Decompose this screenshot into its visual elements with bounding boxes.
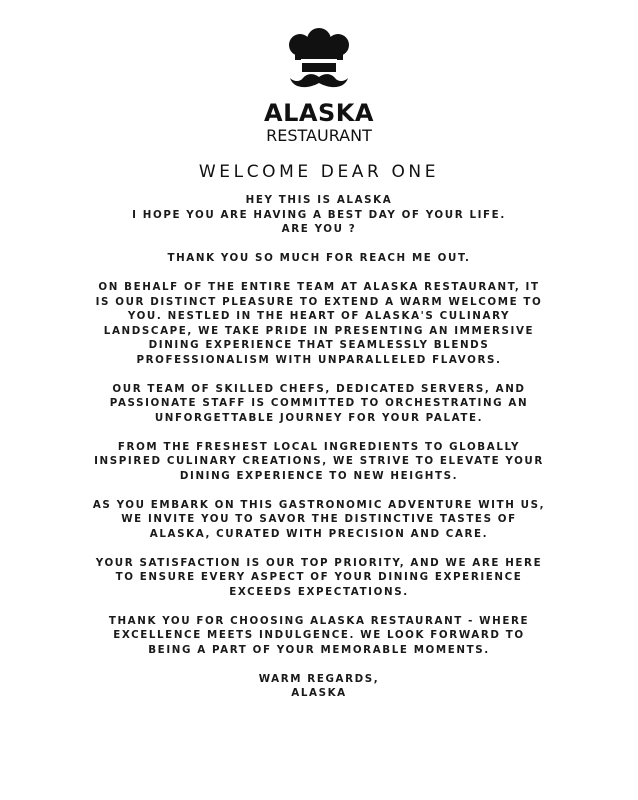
brand-name: ALASKA	[264, 99, 374, 127]
paragraph: ON BEHALF OF THE ENTIRE TEAM AT ALASKA RESTAURANT, IT IS OUR DISTINCT PLEASURE TO EXTEND A WARM WELCOME TO YOU. NESTLED IN THE HEART OF ALASKA'S CULINARY LANDSCAPE, WE TAKE PRIDE IN PRESENTING AN IMMERSIVE DINING EXPERIENCE THAT SEAMLESSLY BLENDS PROFESSIONALISM WITH UNPARALLELED FLAVORS.	[95, 281, 543, 366]
paragraph: AS YOU EMBARK ON THIS GASTRONOMIC ADVENTURE WITH US, WE INVITE YOU TO SAVOR THE DISTINCTIVE TASTES OF ALASKA, CURATED WITH PRECISION AND CARE.	[92, 498, 546, 540]
chef-hat-mustache-icon	[287, 28, 351, 94]
signoff: WARM REGARDS,	[258, 672, 380, 685]
intro-block	[90, 193, 548, 237]
paragraph: FROM THE FRESHEST LOCAL INGREDIENTS TO GLOBALLY INSPIRED CULINARY CREATIONS, WE STRIVE TO ELEVATE YOUR DINING EXPERIENCE TO NEW HEIGHTS.	[94, 440, 544, 482]
letter-title: WELCOME DEAR ONE	[198, 162, 440, 182]
paragraph: YOUR SATISFACTION IS OUR TOP PRIORITY, AND WE ARE HERE TO ENSURE EVERY ASPECT OF YOUR DINING EXPERIENCE EXCEEDS EXPECTATIONS.	[95, 556, 543, 598]
paragraph: OUR TEAM OF SKILLED CHEFS, DEDICATED SERVERS, AND PASSIONATE STAFF IS COMMITTED TO ORCHESTRATING AN UNFORGETTABLE JOURNEY FOR YOUR PALATE.	[109, 382, 529, 424]
intro-line: HEY THIS IS ALASKA	[245, 194, 393, 206]
paragraph: THANK YOU SO MUCH FOR REACH ME OUT.	[167, 252, 471, 264]
intro-line: I HOPE YOU ARE HAVING A BEST DAY OF YOUR LIFE.	[132, 208, 506, 221]
signature: ALASKA	[291, 687, 347, 699]
brand-subtitle: RESTAURANT	[266, 126, 372, 145]
letter-body	[90, 193, 548, 701]
logo	[0, 28, 638, 146]
paragraph: THANK YOU FOR CHOOSING ALASKA RESTAURANT - WHERE EXCELLENCE MEETS INDULGENCE. WE LOOK FORWARD TO BEING A PART OF YOUR MEMORABLE MOMENTS.	[108, 614, 530, 656]
intro-line: ARE YOU ?	[281, 223, 357, 235]
signoff-block	[90, 672, 548, 701]
